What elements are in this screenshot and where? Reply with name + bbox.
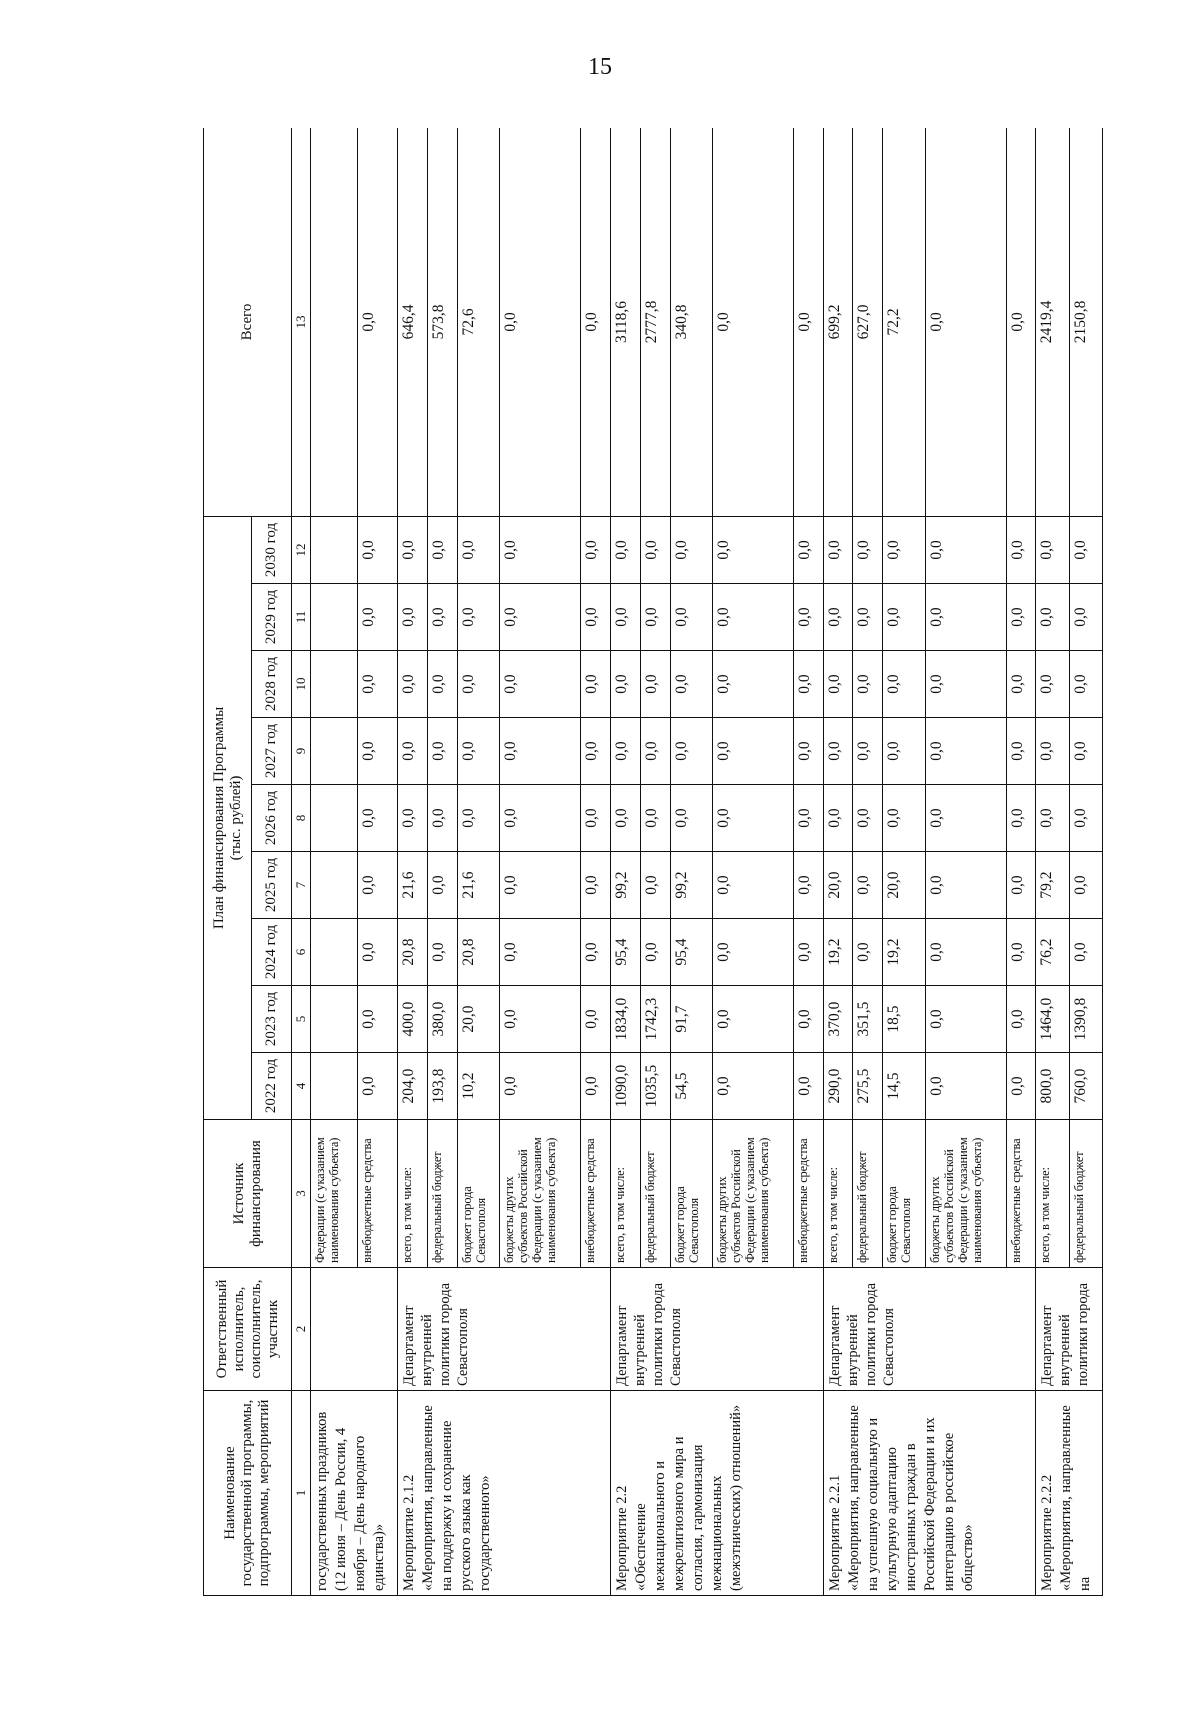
total-value: 0,0 — [793, 128, 823, 516]
year-value: 20,0 — [823, 852, 853, 919]
year-value: 0,0 — [793, 516, 823, 583]
total-value: 2419,4 — [1036, 128, 1069, 516]
column-number: 5 — [292, 986, 311, 1053]
year-value: 0,0 — [640, 919, 670, 986]
header-year: 2030 год — [252, 516, 292, 583]
year-value: 0,0 — [357, 718, 397, 785]
year-value: 0,0 — [883, 718, 926, 785]
column-number: 9 — [292, 718, 311, 785]
year-value: 0,0 — [926, 986, 1006, 1053]
funding-source: федеральный бюджет — [1069, 1120, 1102, 1268]
table-row — [610, 128, 640, 1596]
funding-source: всего, в том числе: — [823, 1120, 853, 1268]
year-value: 0,0 — [1069, 651, 1102, 718]
page-number: 15 — [588, 54, 612, 80]
year-value: 20,8 — [457, 919, 500, 986]
year-value: 0,0 — [427, 651, 457, 718]
year-value: 0,0 — [1069, 785, 1102, 852]
year-value: 0,0 — [926, 785, 1006, 852]
year-value: 0,0 — [640, 718, 670, 785]
year-value: 0,0 — [853, 516, 883, 583]
year-value: 95,4 — [610, 919, 640, 986]
total-value: 3118,6 — [610, 128, 640, 516]
year-value: 79,2 — [1036, 852, 1069, 919]
year-value: 400,0 — [397, 986, 427, 1053]
header-year: 2022 год — [252, 1053, 292, 1120]
table-row — [823, 128, 853, 1596]
year-value: 0,0 — [500, 718, 580, 785]
year-value: 0,0 — [713, 785, 793, 852]
year-value: 0,0 — [1006, 584, 1036, 651]
year-value: 95,4 — [670, 919, 713, 986]
year-value — [311, 718, 358, 785]
activity-name: Мероприятие 2.2 «Обеспечение межнационального и межрелигиозного мира и согласия, гармонизация межнациональных (межэтнических) отношений» — [610, 1391, 823, 1596]
header-plan-title: План финансирования Программы — [210, 706, 227, 930]
year-value: 0,0 — [1036, 516, 1069, 583]
year-value: 0,0 — [793, 1053, 823, 1120]
year-value: 0,0 — [883, 785, 926, 852]
year-value: 0,0 — [580, 718, 610, 785]
funding-source: Федерации (с указанием наименования субъекта) — [311, 1120, 358, 1268]
year-value: 0,0 — [357, 785, 397, 852]
funding-source: бюджет города Севастополя — [457, 1120, 500, 1268]
table-row — [1036, 128, 1069, 1596]
funding-source: федеральный бюджет — [427, 1120, 457, 1268]
year-value: 0,0 — [457, 651, 500, 718]
column-number: 7 — [292, 852, 311, 919]
year-value: 0,0 — [926, 852, 1006, 919]
year-value: 0,0 — [500, 584, 580, 651]
year-value: 0,0 — [823, 584, 853, 651]
year-value: 0,0 — [823, 785, 853, 852]
year-value: 0,0 — [397, 651, 427, 718]
total-value: 340,8 — [670, 128, 713, 516]
header-plan-unit: (тыс. рублей) — [227, 775, 244, 861]
year-value — [311, 852, 358, 919]
year-value: 18,5 — [883, 986, 926, 1053]
year-value: 0,0 — [457, 584, 500, 651]
column-number: 8 — [292, 785, 311, 852]
year-value: 0,0 — [1006, 651, 1036, 718]
header-year: 2029 год — [252, 584, 292, 651]
year-value: 0,0 — [926, 919, 1006, 986]
total-value: 627,0 — [853, 128, 883, 516]
year-value: 0,0 — [580, 986, 610, 1053]
year-value — [311, 785, 358, 852]
year-value: 0,0 — [670, 651, 713, 718]
year-value: 275,5 — [853, 1053, 883, 1120]
responsible-executor: Департамент внутренней политики города Севастополя — [610, 1268, 823, 1391]
year-value: 0,0 — [500, 986, 580, 1053]
year-value: 0,0 — [926, 516, 1006, 583]
year-value: 21,6 — [457, 852, 500, 919]
year-value: 0,0 — [1006, 1053, 1036, 1120]
total-value: 72,2 — [883, 128, 926, 516]
total-value: 72,6 — [457, 128, 500, 516]
year-value: 0,0 — [670, 584, 713, 651]
year-value: 0,0 — [427, 785, 457, 852]
year-value: 0,0 — [1036, 785, 1069, 852]
funding-source: внебюджетные средства — [357, 1120, 397, 1268]
total-value — [311, 128, 358, 516]
header-year: 2024 год — [252, 919, 292, 986]
column-number: 1 — [292, 1391, 311, 1596]
year-value: 99,2 — [610, 852, 640, 919]
year-value: 14,5 — [883, 1053, 926, 1120]
year-value: 760,0 — [1069, 1053, 1102, 1120]
total-value: 2150,8 — [1069, 128, 1102, 516]
year-value: 0,0 — [397, 718, 427, 785]
year-value: 0,0 — [580, 584, 610, 651]
year-value: 0,0 — [500, 785, 580, 852]
total-value: 0,0 — [580, 128, 610, 516]
column-number: 3 — [292, 1120, 311, 1268]
year-value: 0,0 — [793, 651, 823, 718]
funding-source: федеральный бюджет — [640, 1120, 670, 1268]
year-value: 0,0 — [670, 785, 713, 852]
year-value — [311, 651, 358, 718]
funding-source: внебюджетные средства — [580, 1120, 610, 1268]
year-value: 0,0 — [853, 852, 883, 919]
year-value: 0,0 — [457, 516, 500, 583]
year-value: 0,0 — [1069, 516, 1102, 583]
header-year: 2028 год — [252, 651, 292, 718]
year-value: 0,0 — [500, 919, 580, 986]
column-number: 2 — [292, 1268, 311, 1391]
year-value: 0,0 — [610, 785, 640, 852]
funding-source: бюджеты других субъектов Российской Федерации (с указанием наименования субъекта) — [713, 1120, 793, 1268]
total-value: 0,0 — [357, 128, 397, 516]
year-value: 0,0 — [427, 852, 457, 919]
year-value: 0,0 — [853, 785, 883, 852]
column-number: 4 — [292, 1053, 311, 1120]
activity-name: Мероприятие 2.2.1 «Мероприятия, направленные на успешную социальную и культурную адаптацию иностранных граждан в Российской Федерации и их интеграцию в российское общество» — [823, 1391, 1036, 1596]
activity-name: Мероприятие 2.1.2 «Мероприятия, направленные на поддержку и сохранение русского языка как государственного» — [397, 1391, 610, 1596]
year-value: 19,2 — [823, 919, 853, 986]
column-number: 10 — [292, 651, 311, 718]
year-value: 0,0 — [610, 584, 640, 651]
funding-source: бюджеты других субъектов Российской Федерации (с указанием наименования субъекта) — [500, 1120, 580, 1268]
year-value: 290,0 — [823, 1053, 853, 1120]
year-value: 0,0 — [357, 584, 397, 651]
year-value: 0,0 — [640, 785, 670, 852]
year-value: 0,0 — [427, 919, 457, 986]
year-value: 1035,5 — [640, 1053, 670, 1120]
year-value: 0,0 — [1069, 919, 1102, 986]
year-value: 0,0 — [713, 516, 793, 583]
year-value: 0,0 — [397, 516, 427, 583]
year-value: 0,0 — [853, 584, 883, 651]
year-value: 0,0 — [500, 1053, 580, 1120]
year-value: 0,0 — [883, 651, 926, 718]
year-value: 0,0 — [1006, 718, 1036, 785]
responsible-executor — [311, 1268, 398, 1391]
year-value: 19,2 — [883, 919, 926, 986]
year-value: 0,0 — [397, 584, 427, 651]
year-value: 10,2 — [457, 1053, 500, 1120]
year-value: 0,0 — [357, 919, 397, 986]
total-value: 0,0 — [713, 128, 793, 516]
year-value: 0,0 — [713, 986, 793, 1053]
total-value: 2777,8 — [640, 128, 670, 516]
header-plan — [204, 516, 252, 1119]
year-value: 0,0 — [427, 584, 457, 651]
year-value: 0,0 — [853, 651, 883, 718]
year-value: 0,0 — [793, 785, 823, 852]
total-value: 0,0 — [1006, 128, 1036, 516]
year-value: 0,0 — [580, 852, 610, 919]
year-value: 99,2 — [670, 852, 713, 919]
rotated-table-frame — [203, 128, 1103, 1596]
year-value: 0,0 — [1006, 516, 1036, 583]
year-value: 0,0 — [580, 919, 610, 986]
year-value: 1742,3 — [640, 986, 670, 1053]
year-value: 20,0 — [883, 852, 926, 919]
funding-source: бюджет города Севастополя — [670, 1120, 713, 1268]
year-value: 0,0 — [640, 651, 670, 718]
year-value: 0,0 — [926, 1053, 1006, 1120]
year-value: 0,0 — [823, 516, 853, 583]
total-value: 646,4 — [397, 128, 427, 516]
year-value: 0,0 — [357, 852, 397, 919]
year-value: 0,0 — [640, 516, 670, 583]
year-value: 193,8 — [427, 1053, 457, 1120]
year-value: 0,0 — [713, 919, 793, 986]
funding-source: всего, в том числе: — [1036, 1120, 1069, 1268]
total-value: 0,0 — [500, 128, 580, 516]
year-value: 370,0 — [823, 986, 853, 1053]
year-value: 351,5 — [853, 986, 883, 1053]
year-value: 0,0 — [357, 986, 397, 1053]
column-number: 12 — [292, 516, 311, 583]
year-value: 0,0 — [926, 718, 1006, 785]
year-value: 0,0 — [640, 852, 670, 919]
year-value: 0,0 — [640, 584, 670, 651]
funding-source: бюджеты других субъектов Российской Федерации (с указанием наименования субъекта) — [926, 1120, 1006, 1268]
year-value: 20,0 — [457, 986, 500, 1053]
year-value: 0,0 — [1036, 651, 1069, 718]
year-value: 21,6 — [397, 852, 427, 919]
funding-source: всего, в том числе: — [397, 1120, 427, 1268]
year-value: 0,0 — [1069, 852, 1102, 919]
total-value: 0,0 — [926, 128, 1006, 516]
table-row — [397, 128, 427, 1596]
year-value: 800,0 — [1036, 1053, 1069, 1120]
year-value: 0,0 — [1069, 718, 1102, 785]
year-value: 0,0 — [883, 516, 926, 583]
header-year: 2027 год — [252, 718, 292, 785]
year-value: 0,0 — [580, 785, 610, 852]
table-row — [311, 128, 358, 1596]
year-value: 0,0 — [357, 516, 397, 583]
activity-name: государственных праздников (12 июня – День России, 4 ноября – День народного единства)» — [311, 1391, 398, 1596]
year-value: 0,0 — [457, 785, 500, 852]
year-value: 0,0 — [427, 718, 457, 785]
year-value: 0,0 — [357, 1053, 397, 1120]
year-value: 0,0 — [610, 651, 640, 718]
year-value: 0,0 — [926, 651, 1006, 718]
year-value: 0,0 — [670, 516, 713, 583]
funding-source: внебюджетные средства — [1006, 1120, 1036, 1268]
year-value: 0,0 — [853, 718, 883, 785]
year-value: 0,0 — [793, 919, 823, 986]
year-value — [311, 516, 358, 583]
year-value: 0,0 — [1006, 919, 1036, 986]
funding-source: внебюджетные средства — [793, 1120, 823, 1268]
year-value: 0,0 — [610, 516, 640, 583]
year-value: 380,0 — [427, 986, 457, 1053]
header-year: 2026 год — [252, 785, 292, 852]
year-value: 0,0 — [823, 651, 853, 718]
year-value: 0,0 — [823, 718, 853, 785]
year-value: 0,0 — [1006, 852, 1036, 919]
column-number: 11 — [292, 584, 311, 651]
year-value: 1390,8 — [1069, 986, 1102, 1053]
activity-name: Мероприятие 2.2.2 «Мероприятия, направленные на — [1036, 1391, 1103, 1596]
year-value — [311, 584, 358, 651]
year-value: 0,0 — [610, 718, 640, 785]
year-value: 0,0 — [1036, 718, 1069, 785]
year-value: 0,0 — [500, 651, 580, 718]
header-year: 2025 год — [252, 852, 292, 919]
year-value: 54,5 — [670, 1053, 713, 1120]
year-value: 204,0 — [397, 1053, 427, 1120]
header-name-column: Наименование государственной программы, подпрограммы, мероприятий — [204, 1391, 292, 1596]
year-value: 20,8 — [397, 919, 427, 986]
year-value: 0,0 — [500, 852, 580, 919]
year-value: 0,0 — [713, 651, 793, 718]
funding-source: федеральный бюджет — [853, 1120, 883, 1268]
total-value: 573,8 — [427, 128, 457, 516]
year-value: 1464,0 — [1036, 986, 1069, 1053]
year-value: 0,0 — [793, 986, 823, 1053]
year-value: 0,0 — [457, 718, 500, 785]
year-value: 0,0 — [926, 584, 1006, 651]
responsible-executor: Департамент внутренней политики города — [1036, 1268, 1103, 1391]
header-source-column: Источник финансирования — [204, 1120, 292, 1268]
year-value: 0,0 — [580, 651, 610, 718]
year-value: 0,0 — [357, 651, 397, 718]
column-number: 13 — [292, 128, 311, 516]
year-value: 0,0 — [713, 718, 793, 785]
year-value — [311, 986, 358, 1053]
year-value: 0,0 — [500, 516, 580, 583]
year-value: 0,0 — [427, 516, 457, 583]
year-value: 1834,0 — [610, 986, 640, 1053]
column-number: 6 — [292, 919, 311, 986]
year-value: 0,0 — [793, 852, 823, 919]
financing-plan-table — [203, 128, 1103, 1596]
funding-source: бюджет города Севастополя — [883, 1120, 926, 1268]
year-value — [311, 1053, 358, 1120]
year-value: 0,0 — [1036, 584, 1069, 651]
year-value: 76,2 — [1036, 919, 1069, 986]
year-value: 0,0 — [713, 1053, 793, 1120]
year-value: 0,0 — [580, 1053, 610, 1120]
year-value: 0,0 — [793, 584, 823, 651]
year-value: 0,0 — [1006, 986, 1036, 1053]
rotated-table — [203, 128, 1103, 1596]
year-value: 91,7 — [670, 986, 713, 1053]
year-value: 0,0 — [670, 718, 713, 785]
year-value: 1090,0 — [610, 1053, 640, 1120]
header-total: Всего — [204, 128, 292, 516]
responsible-executor: Департамент внутренней политики города Севастополя — [397, 1268, 610, 1391]
responsible-executor: Департамент внутренней политики города Севастополя — [823, 1268, 1036, 1391]
year-value — [311, 919, 358, 986]
funding-source: всего, в том числе: — [610, 1120, 640, 1268]
header-executor-column: Ответственный исполнитель, соисполнитель, участник — [204, 1268, 292, 1391]
year-value: 0,0 — [713, 852, 793, 919]
year-value: 0,0 — [853, 919, 883, 986]
year-value: 0,0 — [1006, 785, 1036, 852]
year-value: 0,0 — [580, 516, 610, 583]
total-value: 699,2 — [823, 128, 853, 516]
header-year: 2023 год — [252, 986, 292, 1053]
year-value: 0,0 — [713, 584, 793, 651]
year-value: 0,0 — [793, 718, 823, 785]
year-value: 0,0 — [1069, 584, 1102, 651]
year-value: 0,0 — [397, 785, 427, 852]
year-value: 0,0 — [883, 584, 926, 651]
